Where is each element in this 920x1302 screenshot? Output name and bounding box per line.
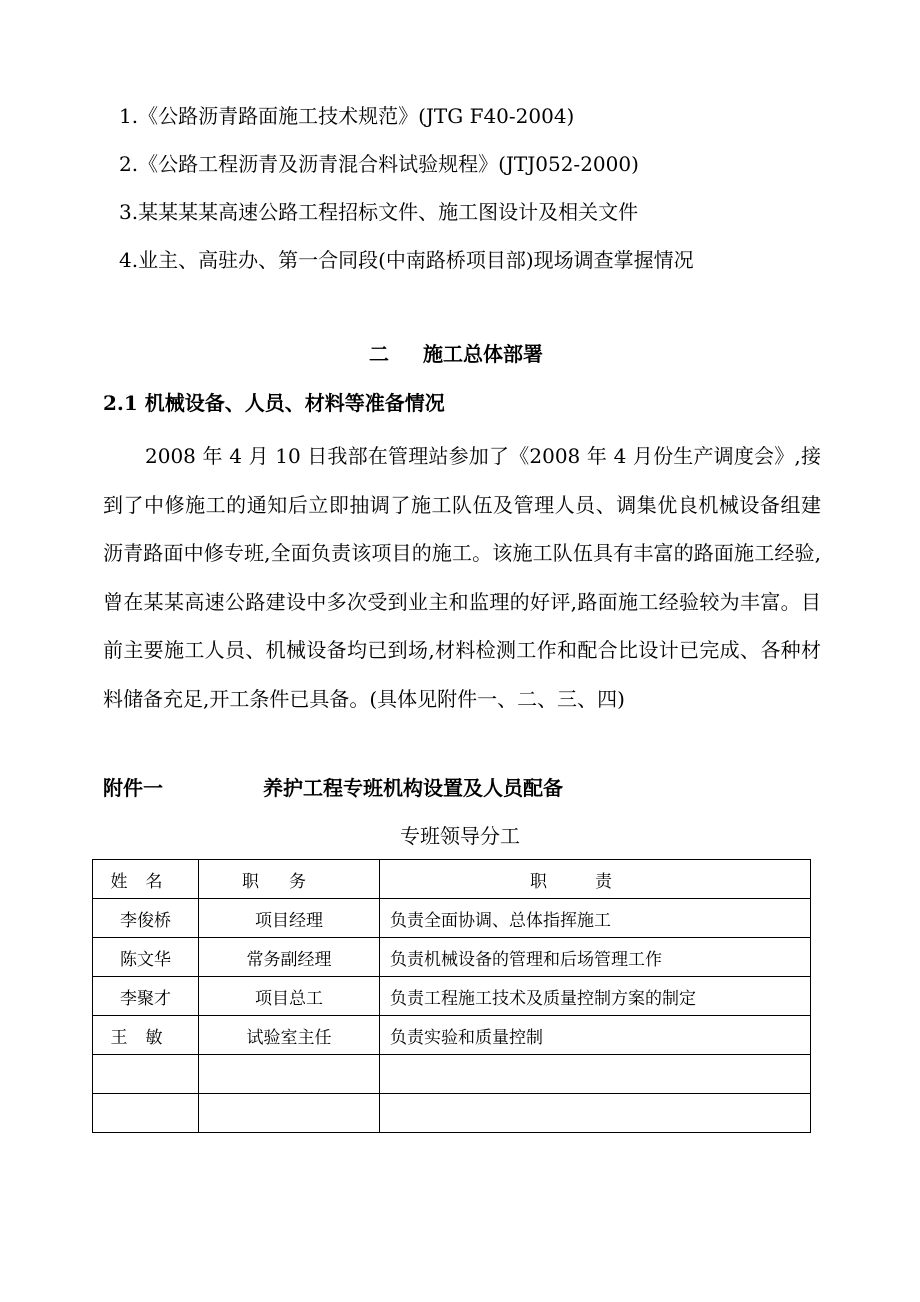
cell-duty: [380, 1055, 811, 1094]
reference-item-1: 1.《公路沥青路面施工技术规范》(JTG F40-2004): [119, 104, 575, 128]
cell-name: 李俊桥: [93, 899, 199, 938]
header-name: 姓名: [93, 860, 199, 899]
cell-name: 陈文华: [93, 938, 199, 977]
reference-item-2: 2.《公路工程沥青及沥青混合料试验规程》(JTJ052-2000): [119, 152, 639, 176]
subsection-heading: 2.1 机械设备、人员、材料等准备情况: [103, 391, 445, 415]
cell-position: 项目总工: [199, 977, 380, 1016]
cell-duty: 负责机械设备的管理和后场管理工作: [380, 938, 811, 977]
cell-duty: [380, 1094, 811, 1133]
reference-item-3: 3.某某某某高速公路工程招标文件、施工图设计及相关文件: [119, 200, 639, 224]
table-row: [93, 977, 811, 1016]
cell-position: [199, 1055, 380, 1094]
header-position: 职务: [199, 860, 380, 899]
header-duty: 职责: [380, 860, 811, 899]
table-row: [93, 1016, 811, 1055]
staff-table: [92, 859, 811, 1133]
cell-position: 项目经理: [199, 899, 380, 938]
cell-position: [199, 1094, 380, 1133]
cell-duty: 负责工程施工技术及质量控制方案的制定: [380, 977, 811, 1016]
cell-name: 王敏: [93, 1016, 199, 1055]
cell-duty: 负责全面协调、总体指挥施工: [380, 899, 811, 938]
reference-item-4: 4.业主、高驻办、第一合同段(中南路桥项目部)现场调查掌握情况: [119, 248, 694, 272]
cell-name: 李聚才: [93, 977, 199, 1016]
cell-position: 试验室主任: [199, 1016, 380, 1055]
body-paragraph: 2008 年 4 月 10 日我部在管理站参加了《2008 年 4 月份生产调度会》,接到了中修施工的通知后立即抽调了施工队伍及管理人员、调集优良机械设备组建沥青路面中修专班,全面负责该项目的施工。该施工队伍具有丰富的路面施工经验,曾在某某高速公路建设中多次受到业主和监理的好评,路面施工经验较为丰富。目前主要施工人员、机械设备均已到场,材料检测工作和配合比设计已完成、各种材料储备充足,开工条件已具备。(具体见附件一、二、三、四): [103, 444, 821, 711]
cell-name: [93, 1055, 199, 1094]
cell-position: 常务副经理: [199, 938, 380, 977]
annex-title: 养护工程专班机构设置及人员配备: [263, 776, 563, 800]
cell-duty: 负责实验和质量控制: [380, 1016, 811, 1055]
table-header-row: [93, 860, 811, 899]
table-row: [93, 1055, 811, 1094]
table-caption: 专班领导分工: [400, 824, 520, 848]
annex-label: 附件一: [103, 776, 163, 800]
cell-name: [93, 1094, 199, 1133]
table-row: [93, 1094, 811, 1133]
table-row: [93, 938, 811, 977]
table-row: [93, 899, 811, 938]
section-number: 二: [369, 342, 389, 366]
section-heading: [369, 340, 543, 368]
section-title: 施工总体部署: [423, 342, 543, 366]
